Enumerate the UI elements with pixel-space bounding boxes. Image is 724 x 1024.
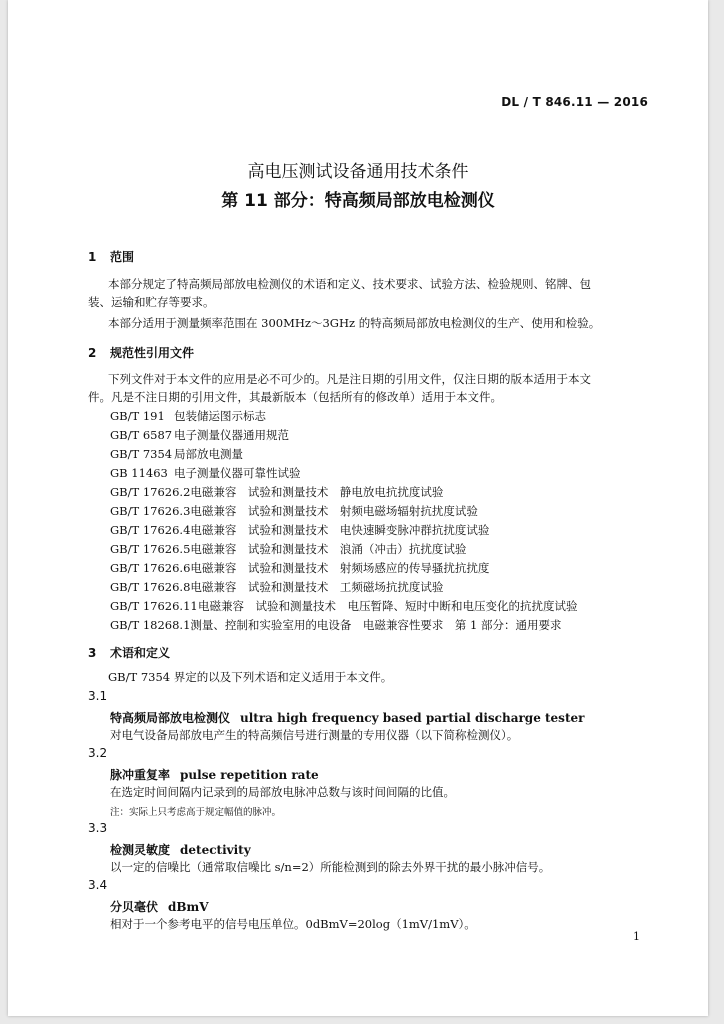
reference-item: GB/T 17626.3电磁兼容 试验和测量技术 射频电磁场辐射抗扰度试验 [110, 504, 478, 518]
section-title: 范围 [110, 250, 135, 264]
term-definition: 在选定时间间隔内记录到的局部放电脉冲总数与该时间间隔的比值。 [110, 785, 455, 799]
page-number: 1 [633, 930, 640, 943]
standard-number: DL / T 846.11 — 2016 [501, 95, 648, 109]
term-number: 3.3 [88, 821, 108, 835]
reference-item: GB/T 17626.8电磁兼容 试验和测量技术 工频磁场抗扰度试验 [110, 580, 444, 594]
section-title: 规范性引用文件 [110, 346, 195, 360]
section-1-heading [88, 248, 134, 265]
reference-item: GB/T 17626.5电磁兼容 试验和测量技术 浪涌（冲击）抗扰度试验 [110, 542, 467, 556]
reference-item: GB/T 6587 电子测量仪器通用规范 [110, 428, 289, 442]
section-number: 3 [88, 646, 97, 660]
section-2-heading [88, 344, 194, 361]
reference-item: GB/T 18268.1测量、控制和实验室用的电设备 电磁兼容性要求 第 1 部分：通用要求 [110, 618, 562, 632]
term-definition: 对电气设备局部放电产生的特高频信号进行测量的专用仪器（以下简称检测仪）。 [110, 728, 519, 742]
reference-item: GB/T 17626.11电磁兼容 试验和测量技术 电压暂降、短时中断和电压变化的抗扰度试验 [110, 599, 578, 613]
reference-item: GB/T 17626.6电磁兼容 试验和测量技术 射频场感应的传导骚扰抗扰度 [110, 561, 490, 575]
reference-item: GB 11463 电子测量仪器可靠性试验 [110, 466, 301, 480]
term-heading: 检测灵敏度 detectivity [110, 843, 251, 857]
section-number: 1 [88, 250, 97, 264]
paragraph: 件。凡是不注日期的引用文件，其最新版本（包括所有的修改单）适用于本文件。 [88, 390, 502, 404]
paragraph: 装、运输和贮存等要求。 [88, 295, 215, 309]
paragraph: GB/T 7354 界定的以及下列术语和定义适用于本文件。 [108, 670, 393, 684]
term-heading: 分贝毫伏 dBmV [110, 900, 209, 914]
paragraph: 本部分适用于测量频率范围在 300MHz～3GHz 的特高频局部放电检测仪的生产、使用和检验。 [108, 316, 601, 330]
term-number: 3.2 [88, 746, 108, 760]
term-number: 3.4 [88, 878, 108, 892]
section-title: 术语和定义 [110, 646, 171, 660]
paragraph: 下列文件对于本文件的应用是必不可少的。凡是注日期的引用文件，仅注日期的版本适用于本文 [108, 372, 591, 386]
reference-item: GB/T 191 包装储运图示标志 [110, 409, 266, 423]
section-3-heading [88, 644, 170, 661]
document-title-line1: 高电压测试设备通用技术条件 [247, 162, 469, 182]
term-note: 注：实际上只考虑高于规定幅值的脉冲。 [110, 807, 282, 818]
term-heading: 脉冲重复率 pulse repetition rate [110, 768, 319, 782]
paragraph: 本部分规定了特高频局部放电检测仪的术语和定义、技术要求、试验方法、检验规则、铭牌、包 [108, 277, 591, 291]
term-number: 3.1 [88, 689, 108, 703]
reference-item: GB/T 17626.2电磁兼容 试验和测量技术 静电放电抗扰度试验 [110, 485, 444, 499]
document-title-line2: 第 11 部分：特高频局部放电检测仪 [221, 191, 495, 211]
term-heading: 特高频局部放电检测仪 ultra high frequency based partial discharge tester [110, 711, 585, 725]
term-definition: 相对于一个参考电平的信号电压单位。0dBmV=20log（1mV/1mV）。 [110, 917, 476, 931]
reference-item: GB/T 17626.4电磁兼容 试验和测量技术 电快速瞬变脉冲群抗扰度试验 [110, 523, 490, 537]
section-number: 2 [88, 346, 97, 360]
term-definition: 以一定的信噪比（通常取信噪比 s/n=2）所能检测到的除去外界干扰的最小脉冲信号。 [110, 860, 551, 874]
document-page [8, 0, 708, 1016]
reference-item: GB/T 7354 局部放电测量 [110, 447, 243, 461]
